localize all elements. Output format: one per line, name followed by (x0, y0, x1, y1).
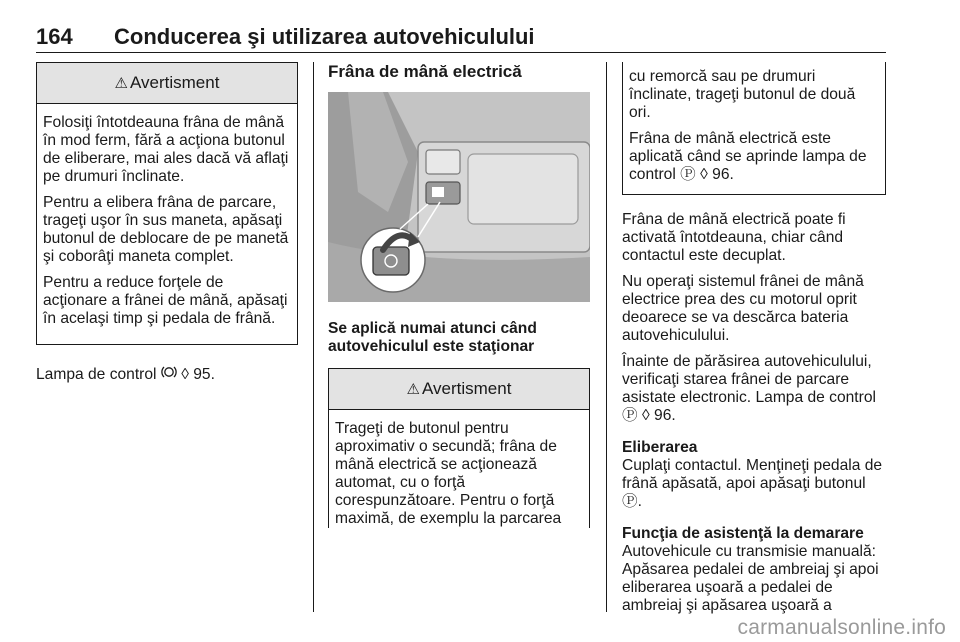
page-number: 164 (36, 24, 73, 49)
warning-title: Avertisment (130, 73, 220, 92)
warning-paragraph: Trageţi de butonul pentru aproximativ o secundă; frâna de mână electrică se acţionează automat, cu o forţă corespunzătoare. Pentru o forţă maximă, de exemplu la parcarea (335, 420, 562, 527)
watermark: carmanualsonline.info (737, 616, 946, 639)
parking-brake-photo (328, 92, 590, 302)
warning-paragraph: Frâna de mână electrică este aplicată când se aprinde lampa de control Ⓟ ◊ 96. (629, 130, 867, 183)
section-title: Frâna de mână electrică (328, 62, 522, 81)
warning-title: Avertisment (422, 379, 512, 398)
parking-brake-icon: Ⓟ (622, 493, 638, 510)
page-reference-arrow-icon: ◊ (181, 366, 189, 383)
page-header (36, 24, 886, 53)
subsection-title: Eliberarea (622, 439, 698, 456)
control-lamp-reference: Lampa de control ◊ 95. (36, 366, 215, 383)
parking-brake-icon: Ⓟ (622, 407, 638, 424)
column-divider (313, 62, 314, 612)
warning-box (328, 368, 590, 528)
chapter-title: Conducerea şi utilizarea autovehiculului (114, 24, 535, 49)
body-paragraph: Autovehicule cu transmisie manuală: Apăsarea pedalei de ambreiaj şi apoi eliberarea uşoară a pedalei de ambreiaj şi apăsarea uşoară a (622, 543, 879, 614)
warning-header (329, 369, 589, 410)
column-1 (36, 62, 298, 392)
warning-body (37, 104, 297, 344)
subsection-title: Funcţia de asistenţă la demarare (622, 525, 864, 542)
warning-paragraph: Pentru a elibera frâna de parcare, trageţi uşor în sus maneta, apăsaţi butonul de deblocare de pe manetă şi coborâţi maneta complet. (43, 194, 289, 265)
column-divider (606, 62, 607, 612)
warning-triangle-icon: ⚠ (114, 75, 128, 92)
warning-paragraph: Pentru a reduce forţele de acţionare a frânei de mână, apăsaţi în acelaşi timp şi pedala de frână. (43, 274, 288, 327)
warning-paragraph: Folosiţi întotdeauna frâna de mână în mod ferm, fără a acţiona butonul de eliberare, mai ales dacă vă aflaţi pe drumuri înclinate. (43, 114, 289, 185)
body-paragraph: Cuplaţi contactul. Menţineţi pedala de frână apăsată, apoi apăsaţi butonul Ⓟ. (622, 457, 883, 510)
page-reference-arrow-icon: ◊ (641, 407, 650, 424)
page-reference-arrow-icon: ◊ (700, 166, 708, 183)
warning-header (37, 63, 297, 104)
column-3 (622, 62, 886, 623)
warning-triangle-icon: ⚠ (406, 381, 420, 398)
column-2 (328, 62, 590, 536)
warning-body (329, 410, 589, 528)
brake-warning-icon (161, 365, 177, 384)
body-paragraph: Nu operaţi sistemul frânei de mână electrice prea des cu motorul oprit deoarece se va descărca bateria autovehiculului. (622, 273, 864, 344)
parking-brake-icon: Ⓟ (680, 166, 696, 183)
warning-box (36, 62, 298, 345)
body-paragraph: Înainte de părăsirea autovehiculului, verificaţi starea frânei de parcare asistate electronic. Lampa de control Ⓟ ◊ 96. (622, 353, 876, 424)
body-paragraph: Frâna de mână electrică poate fi activată întotdeauna, chiar când contactul este decuplat. (622, 211, 846, 264)
warning-paragraph: cu remorcă sau pe drumuri înclinate, trageţi butonul de două ori. (629, 68, 856, 121)
subsection-title: Se aplică numai atunci când autovehiculul este staţionar (328, 320, 537, 355)
warning-box-continued (622, 62, 886, 195)
